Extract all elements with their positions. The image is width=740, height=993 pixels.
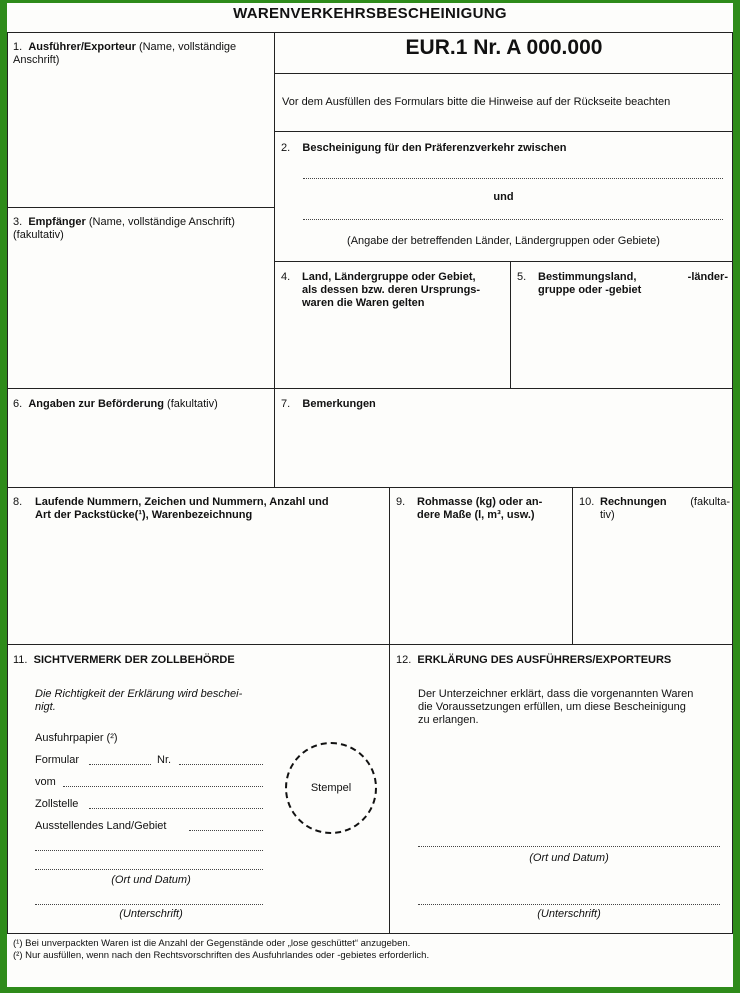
field2-label [281,142,567,155]
field11-zollstelle-line [89,808,263,809]
field3-label [13,216,271,242]
footnote-1: (¹) Bei unverpackten Waren ist die Anzahl der Gegenstände oder „lose geschüttet“ anzugeben. [13,938,411,949]
field8-line2: Art der Packstücke(¹), Warenbezeichnung [35,509,253,521]
field11-italic [35,688,275,714]
field7-label [281,398,376,411]
stamp-circle [285,742,377,834]
field5-num: 5. [517,271,527,283]
field4-line2: als dessen bzw. deren Ursprungs- [302,284,481,296]
field1-hint2: Anschrift) [13,54,60,66]
field10-hint: (fakulta- [690,496,730,508]
field9-line1: Rohmasse (kg) oder an- [417,496,543,508]
field11-unterschrift: (Unterschrift) [119,908,183,920]
field12-text3: zu erlangen. [418,714,479,726]
footnote-2: (²) Nur ausfüllen, wenn nach den Rechtsvorschriften des Ausfuhrlandes oder -gebietes erforderlich. [13,950,430,961]
field11-formular-line [89,764,151,765]
divider-h-instr [274,131,733,132]
divider-v-8-9 [389,487,390,933]
field7-num: 7. [281,398,291,410]
field11-nr: Nr. [157,754,172,766]
field3-hint: (Name, vollständige Anschrift) [88,216,235,228]
form-title: WARENVERKEHRSBESCHEINIGUNG [233,5,507,22]
eur-number: EUR.1 Nr. A 000.000 [405,36,603,59]
field5-line2: gruppe oder -gebiet [538,284,642,296]
divider-h-11 [7,644,733,645]
field2-num: 2. [281,142,291,154]
field9-line2: dere Maße (l, m³, usw.) [417,509,535,521]
field9-num: 9. [396,496,406,508]
field10-text [600,496,730,522]
field8-num: 8. [13,496,23,508]
divider-h-2 [274,261,733,262]
field12-text2: die Voraussetzungen erfüllen, um diese Bescheinigung [418,701,686,713]
field1-hint: (Name, vollständige [138,41,237,53]
field2-hint: (Angabe der betreffenden Länder, Ländergruppen oder Gebiete) [347,235,660,247]
frame-right [732,32,733,933]
field11-zollstelle: Zollstelle [35,798,79,810]
field6-title: Angaben zur Beförderung [28,398,164,410]
field3-title: Empfänger [28,216,86,228]
field12-sign-line [418,904,720,905]
field11-formular: Formular [35,754,80,766]
divider-v-main [274,32,275,487]
field3-num: 3. [13,216,23,228]
field11-italic2: nigt. [35,701,56,713]
certificate-form [7,3,733,987]
field11-vom-line [63,786,263,787]
stamp-label: Stempel [310,782,352,794]
divider-v-9-10 [572,487,573,644]
instruction-text: Vor dem Ausfüllen des Formulars bitte die Hinweise auf der Rückseite beachten [282,96,671,108]
divider-h-1-3 [7,207,274,208]
field12-text [418,688,730,727]
field10-num: 10. [579,496,595,508]
field1-label [13,41,271,67]
field4-line3: waren die Waren gelten [302,297,425,309]
field2-line-b [303,219,723,220]
field10-hint2: tiv) [600,509,615,521]
field9-text [417,496,569,522]
field2-title: Bescheinigung für den Präferenzverkehr zwischen [302,142,567,154]
field12-title: ERKLÄRUNG DES AUSFÜHRERS/EXPORTEURS [417,654,672,666]
field12-ort-line [418,846,720,847]
field6-num: 6. [13,398,23,410]
divider-h-8 [7,487,733,488]
field11-title: SICHTVERMERK DER ZOLLBEHÖRDE [33,654,235,666]
field2-line-a [303,178,723,179]
field11-vom: vom [35,776,56,788]
field11-label [13,654,235,667]
divider-v-4-5 [510,261,511,388]
field12-num: 12. [396,654,412,666]
field8-line1: Laufende Nummern, Zeichen und Nummern, Anzahl und [35,496,329,508]
frame-bottom [7,933,733,934]
field5-line1: Bestimmungsland, [538,271,637,283]
field5-line1b: -länder- [687,271,728,283]
field11-ort: (Ort und Datum) [111,874,191,886]
field12-unterschrift: (Unterschrift) [537,908,601,920]
divider-h-6-7 [7,388,733,389]
field6-hint: (fakultativ) [167,398,218,410]
frame-left [7,32,8,933]
field3-hint2: (fakultativ) [13,229,64,241]
field4-line1: Land, Ländergruppe oder Gebiet, [302,271,476,283]
field6-label [13,398,218,411]
field11-ort-line-b [35,869,263,870]
divider-h-eur [274,73,733,74]
field11-num: 11. [13,654,28,666]
field11-ausfuhrpapier: Ausfuhrpapier (²) [35,732,118,744]
field11-land-line [189,830,263,831]
field12-label [396,654,671,667]
field2-und: und [493,191,514,203]
field11-nr-line [179,764,263,765]
field11-land: Ausstellendes Land/Gebiet [35,820,167,832]
field11-italic1: Die Richtigkeit der Erklärung wird beschei- [35,688,243,700]
field7-title: Bemerkungen [302,398,376,410]
field5-text [538,271,728,297]
field8-text [35,496,387,522]
field4-text [302,271,507,310]
field1-num: 1. [13,41,23,53]
field11-ort-line-a [35,850,263,851]
frame-top [7,32,733,33]
field10-title: Rechnungen [600,496,667,508]
field4-num: 4. [281,271,291,283]
field1-title: Ausführer/Exporteur [28,41,136,53]
field12-text1: Der Unterzeichner erklärt, dass die vorgenannten Waren [418,688,694,700]
field12-ort: (Ort und Datum) [529,852,609,864]
field11-sign-line [35,904,263,905]
